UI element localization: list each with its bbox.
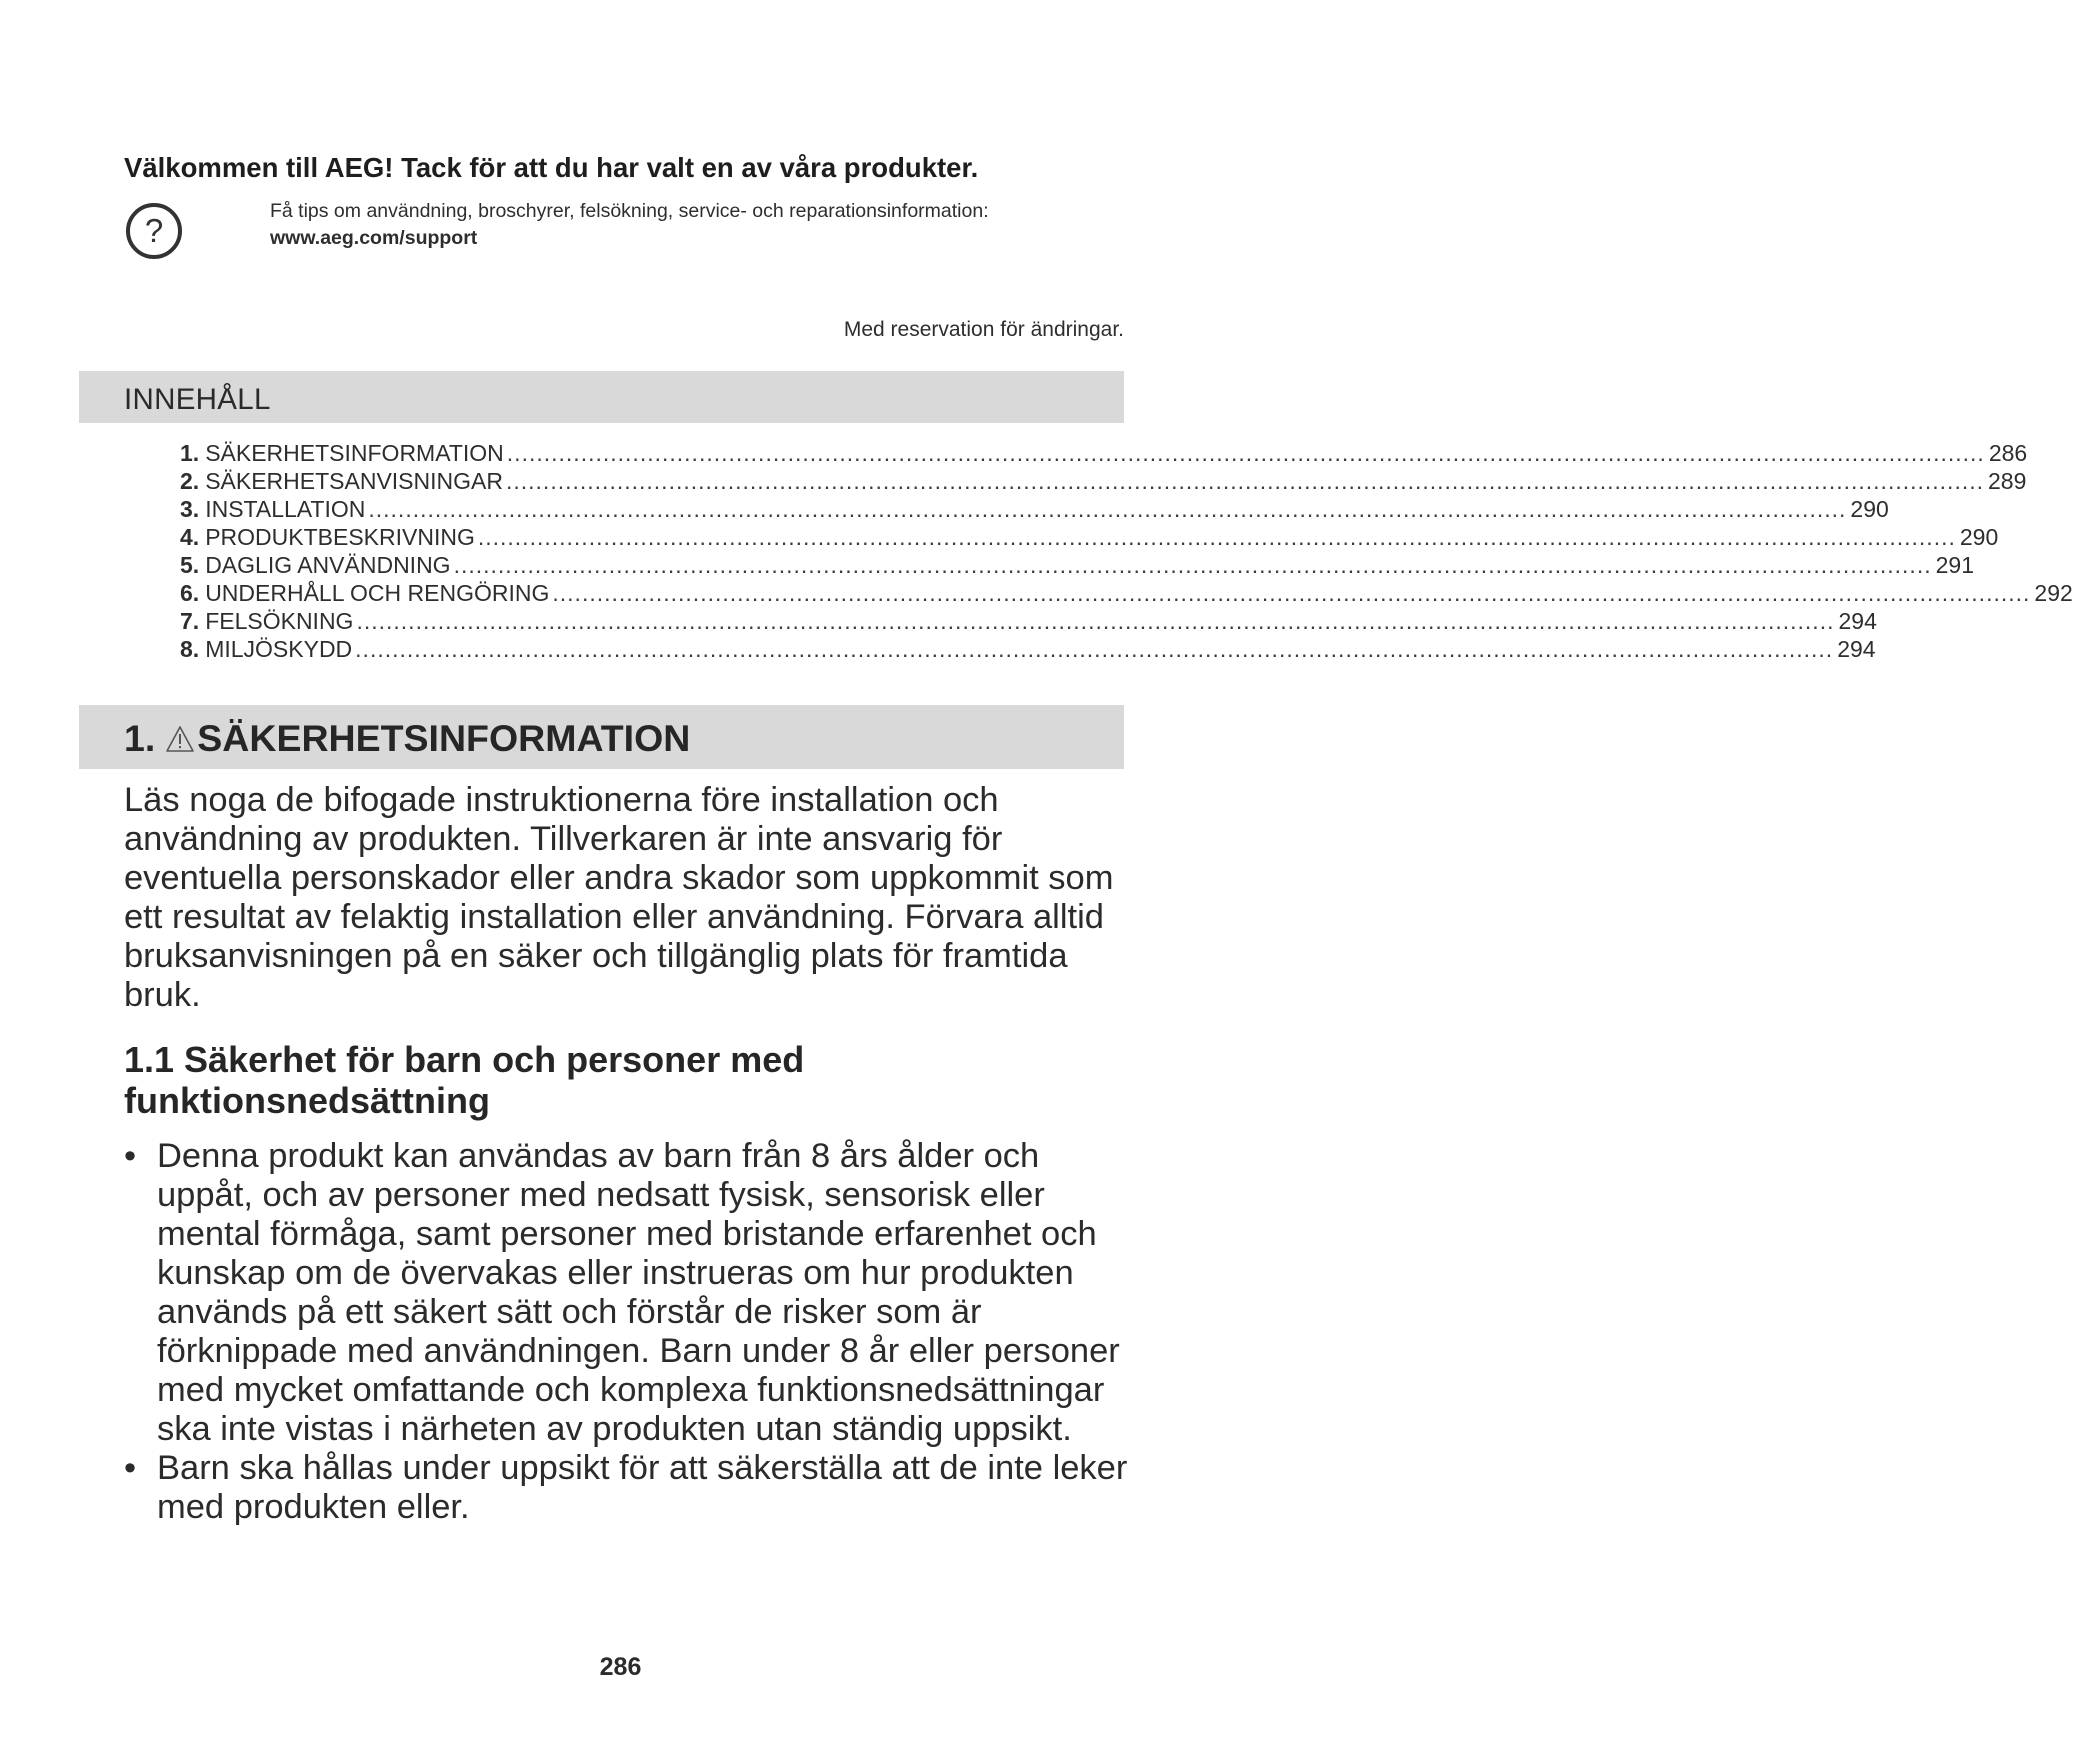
toc-item-label: PRODUKTBESKRIVNING xyxy=(205,524,475,550)
toc-item-page: 294 xyxy=(1837,636,1876,662)
toc-item-page: 294 xyxy=(1838,608,1877,634)
toc-item[interactable] xyxy=(180,495,1889,523)
list-item xyxy=(124,1449,1134,1527)
subsection-title: 1.1 Säkerhet för barn och personer med funktionsnedsättning xyxy=(124,1039,805,1121)
toc-leader-dots: ........................................................................................................................................................................................................ xyxy=(552,580,2031,606)
toc-item-page: 292 xyxy=(2034,580,2073,606)
toc-item-label: UNDERHÅLL OCH RENGÖRING xyxy=(205,580,550,606)
section-title xyxy=(124,717,690,760)
section-title-text: SÄKERHETSINFORMATION xyxy=(197,717,691,759)
toc-leader-dots: ........................................................................................................................................................................................................ xyxy=(506,440,1985,466)
toc-title: INNEHÅLL xyxy=(124,383,271,416)
toc-item-label: DAGLIG ANVÄNDNING xyxy=(205,552,451,578)
support-description: Få tips om användning, broschyrer, felsökning, service- och reparationsinformation: xyxy=(270,200,989,222)
toc-item-number: 8. xyxy=(180,636,200,662)
bullet-mark: • xyxy=(124,1449,137,1487)
safety-bullet-list xyxy=(124,1137,1134,1527)
toc-leader-dots: ........................................................................................................................................................................................................ xyxy=(453,552,1932,578)
toc-item-page: 289 xyxy=(1988,468,2027,494)
toc-item-number: 2. xyxy=(180,468,200,494)
toc-item-page: 291 xyxy=(1935,552,1974,578)
toc-item[interactable] xyxy=(180,439,2028,467)
intro-paragraph: Läs noga de bifogade instruktionerna före installation och användning av produkten. Tillverkaren är inte ansvarig för eventuella personskador eller andra skador som uppkommit som ett resultat av felaktig installation eller användning. Förvara alltid bruksanvisningen på en säker och tillgänglig plats för framtida bruk. xyxy=(124,781,1114,1014)
toc-item-number: 4. xyxy=(180,524,200,550)
toc-item-label: SÄKERHETSINFORMATION xyxy=(205,440,504,466)
toc-item[interactable] xyxy=(180,523,1999,551)
support-info xyxy=(270,198,989,252)
toc-leader-dots: ........................................................................................................................................................................................................ xyxy=(368,496,1847,522)
toc-item[interactable] xyxy=(180,467,2027,495)
toc-item-page: 286 xyxy=(1988,440,2028,466)
toc-item-number: 6. xyxy=(180,580,200,606)
toc-item-number: 3. xyxy=(180,496,200,522)
toc-item-number: 1. xyxy=(180,440,200,466)
bullet-text: Barn ska hållas under uppsikt för att säkerställa att de inte leker med produkten eller. xyxy=(157,1449,1128,1526)
welcome-heading: Välkommen till AEG! Tack för att du har valt en av våra produkter. xyxy=(124,152,979,183)
toc-item[interactable] xyxy=(180,635,1876,663)
list-item xyxy=(124,1137,1134,1449)
toc-item-label: INSTALLATION xyxy=(205,496,366,522)
toc-item-page: 290 xyxy=(1959,524,1999,550)
section-number: 1. xyxy=(124,717,156,759)
support-link[interactable]: www.aeg.com/support xyxy=(270,227,478,249)
toc-leader-dots: ........................................................................................................................................................................................................ xyxy=(505,468,1985,494)
toc-item-number: 7. xyxy=(180,608,200,634)
reservation-note: Med reservation för ändringar. xyxy=(843,318,1124,341)
toc-item[interactable] xyxy=(180,551,1974,579)
toc-leader-dots: ........................................................................................................................................................................................................ xyxy=(355,636,1834,662)
toc-item-label: MILJÖSKYDD xyxy=(205,636,353,662)
toc-leader-dots: ........................................................................................................................................................................................................ xyxy=(477,524,1956,550)
toc-item-label: SÄKERHETSANVISNINGAR xyxy=(205,468,503,494)
toc-item-number: 5. xyxy=(180,552,200,578)
bullet-text: Denna produkt kan användas av barn från 8 års ålder och uppåt, och av personer med nedsatt fysisk, sensorisk eller mental förmåga, samt personer med bristande erfarenhet och kunskap om de övervakas eller instrueras om hur produkten används på ett säkert sätt och förstår de risker som är förknippade med användningen. Barn under 8 år eller personer med mycket omfattande och komplexa funktionsnedsättningar ska inte vistas i närheten av produkten utan ständig uppsikt. xyxy=(157,1137,1120,1448)
toc-item[interactable] xyxy=(180,607,1877,635)
toc-item-label: FELSÖKNING xyxy=(205,608,354,634)
toc-item[interactable] xyxy=(180,579,2073,607)
table-of-contents xyxy=(180,439,2073,663)
bullet-mark: • xyxy=(124,1137,137,1175)
question-circle-icon xyxy=(124,201,184,261)
svg-text:?: ? xyxy=(144,212,164,249)
page-number: 286 xyxy=(599,1653,642,1681)
toc-item-page: 290 xyxy=(1850,496,1889,522)
toc-leader-dots: ........................................................................................................................................................................................................ xyxy=(356,608,1835,634)
warning-triangle-icon xyxy=(165,725,195,753)
